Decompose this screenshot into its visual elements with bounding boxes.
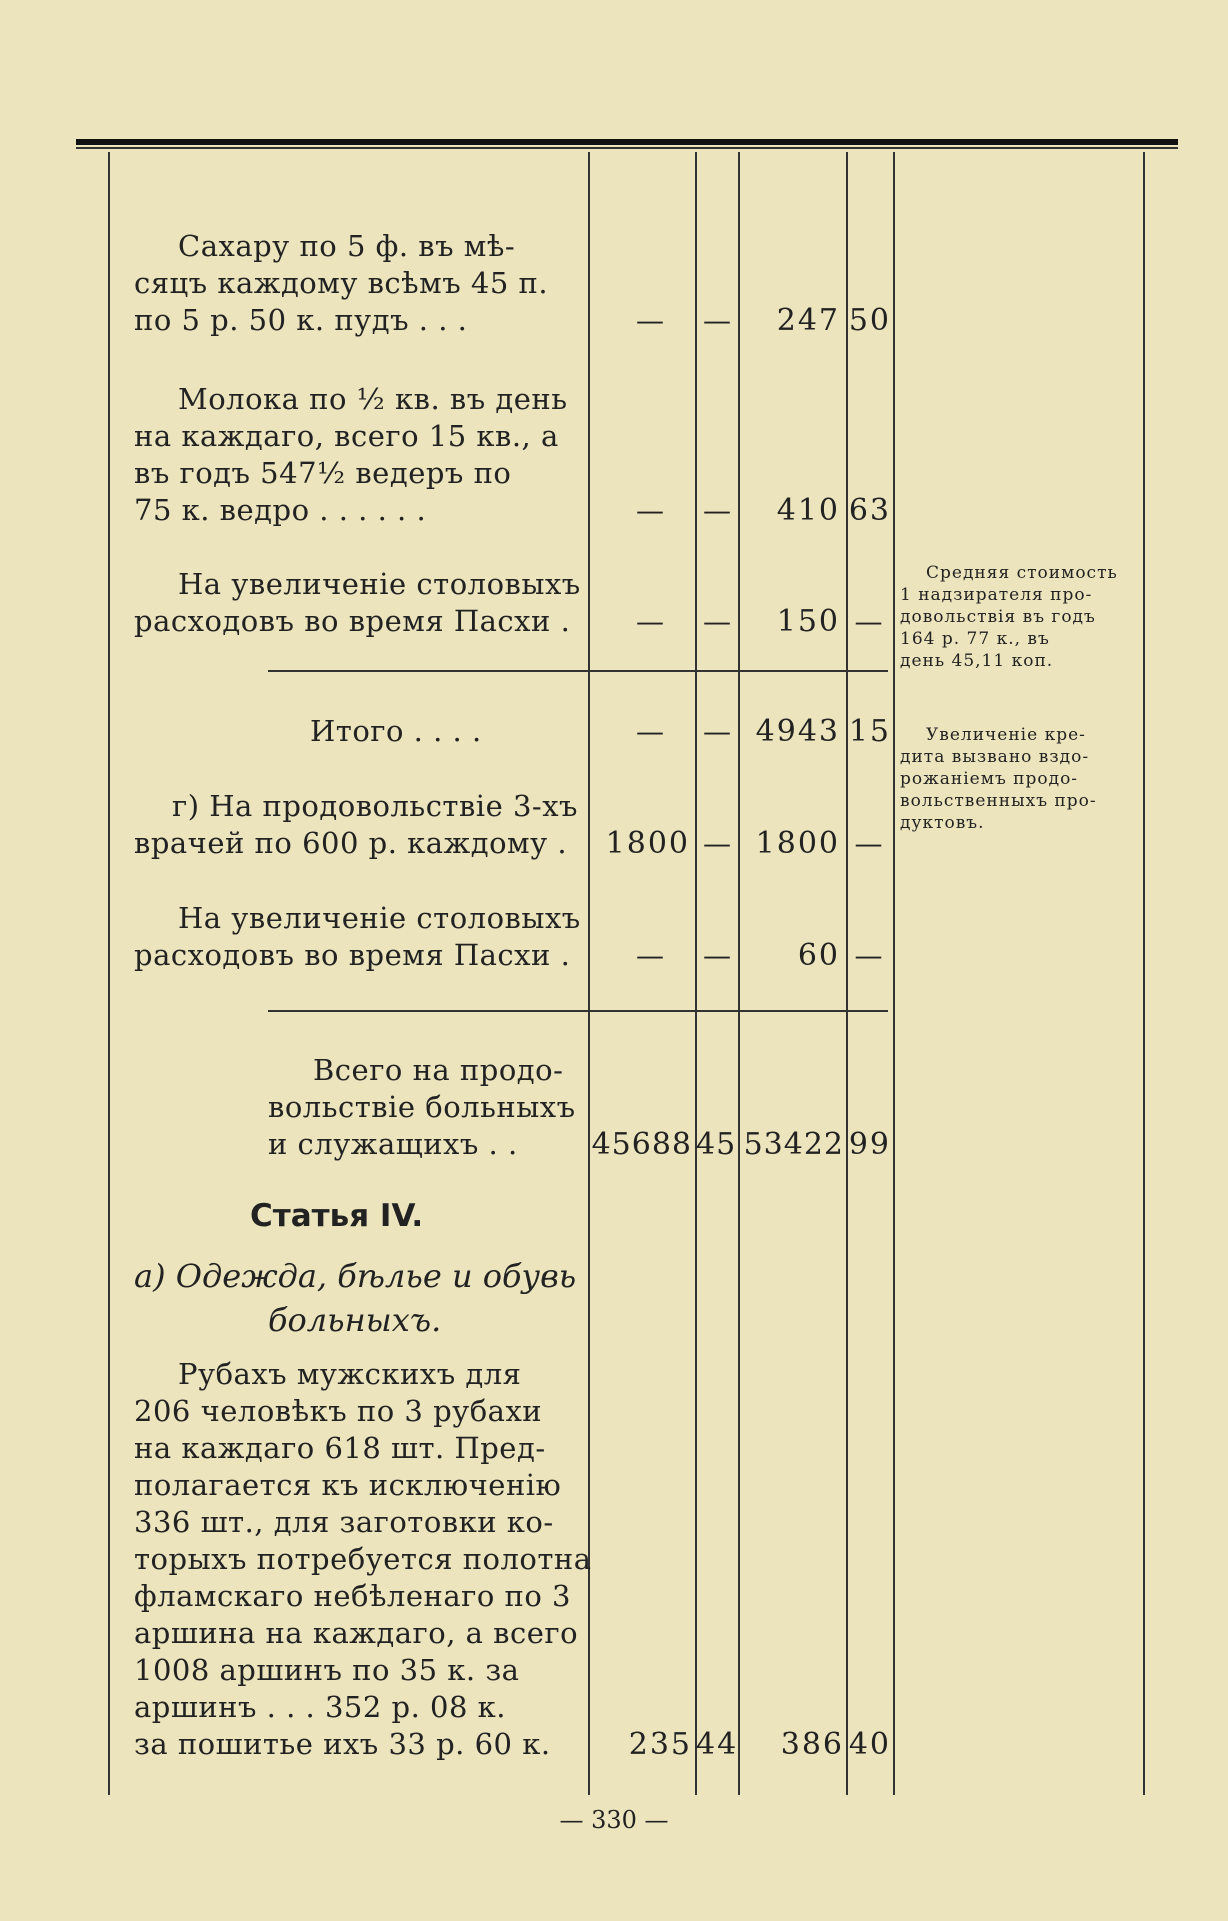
column-line-right <box>1143 152 1145 1795</box>
page-number: — 330 — <box>559 1806 669 1834</box>
row-text-line: на каждаго 618 шт. Пред- <box>134 1431 546 1465</box>
row-text-line: аршинъ . . . 352 р. 08 к. <box>134 1690 506 1724</box>
cell-rubles-1: 45688 <box>591 1127 692 1162</box>
article-heading: Статья IV. <box>250 1198 424 1234</box>
cell-rubles-2: 4943 <box>755 714 840 749</box>
row-text-line: по 5 р. 50 к. пудъ . . . <box>134 303 468 337</box>
row-text-line: расходовъ во время Пасхи . <box>134 938 571 972</box>
row-text-line: въ годъ 547½ ведеръ по <box>134 456 512 490</box>
section-title-line: а) Одежда, бѣлье и обувь <box>134 1257 577 1295</box>
cell-kopecks-1: — <box>703 494 731 527</box>
column-line-5 <box>893 152 895 1795</box>
row-text-line: Сахару по 5 ф. въ мѣ- <box>178 229 516 263</box>
cell-kopecks-1: — <box>703 605 731 638</box>
note-line: довольствія въ годъ <box>900 607 1096 627</box>
cell-kopecks-1: — <box>703 939 731 972</box>
cell-rubles-2: 410 <box>776 493 840 528</box>
cell-rubles-1: — <box>636 939 664 972</box>
cell-rubles-2: 386 <box>780 1727 844 1762</box>
cell-kopecks-2: 63 <box>848 493 891 528</box>
note-line: рожаніемъ продо- <box>900 769 1079 789</box>
top-rule-thin <box>76 147 1178 149</box>
cell-kopecks-1: — <box>703 827 731 860</box>
row-text-line: На увеличеніе столовыхъ <box>178 567 581 601</box>
row-text-line: врачей по 600 р. каждому . <box>134 826 568 860</box>
cell-rubles-1: 235 <box>628 1727 692 1762</box>
cell-rubles-2: 1800 <box>755 826 840 861</box>
column-line-left <box>108 152 110 1795</box>
cell-rubles-1: — <box>636 494 664 527</box>
cell-rubles-2: 247 <box>776 303 840 338</box>
row-text-line: 336 шт., для заготовки ко- <box>134 1505 554 1539</box>
row-text-line: Молока по ½ кв. въ день <box>178 382 568 416</box>
row-text-line: г) На продовольствіе 3-хъ <box>172 789 579 823</box>
cell-rubles-2: 150 <box>776 604 840 639</box>
cell-kopecks-2: 99 <box>848 1127 891 1162</box>
row-text-line: расходовъ во время Пасхи . <box>134 604 571 638</box>
total-label-line: вольствіе больныхъ <box>268 1090 576 1124</box>
row-text-line: Рубахъ мужскихъ для <box>178 1357 522 1391</box>
cell-kopecks-1: 44 <box>696 1727 739 1762</box>
cell-kopecks-2: 40 <box>848 1727 891 1762</box>
cell-rubles-1: 1800 <box>605 826 690 861</box>
subtotal-label: Итого . . . . <box>310 714 482 748</box>
top-rule <box>76 139 1178 145</box>
cell-rubles-2: 53422 <box>743 1127 844 1162</box>
cell-rubles-1: — <box>636 715 664 748</box>
note-line: 164 р. 77 к., въ <box>900 629 1050 649</box>
cell-kopecks-2: — <box>854 827 883 860</box>
row-text-line: торыхъ потребуется полотна <box>134 1542 592 1576</box>
note-line: 1 надзирателя про- <box>900 585 1093 605</box>
note-line: Средняя стоимость <box>926 563 1118 583</box>
cell-kopecks-2: — <box>854 939 883 972</box>
row-text-line: за пошитье ихъ 33 р. 60 к. <box>134 1727 551 1761</box>
row-text-line: 206 человѣкъ по 3 рубахи <box>134 1394 543 1428</box>
note-line: день 45,11 коп. <box>900 651 1054 671</box>
cell-rubles-1: — <box>636 605 664 638</box>
row-text-line: 75 к. ведро . . . . . . <box>134 493 427 527</box>
row-text-line: 1008 аршинъ по 35 к. за <box>134 1653 520 1687</box>
cell-rubles-2: 60 <box>797 938 840 973</box>
total-rule <box>268 1010 888 1012</box>
subtotal-rule <box>268 670 888 672</box>
cell-kopecks-2: — <box>854 605 883 638</box>
row-text-line: фламскаго небѣленаго по 3 <box>134 1579 571 1613</box>
row-text-line: На увеличеніе столовыхъ <box>178 901 581 935</box>
note-line: дуктовъ. <box>900 813 985 833</box>
row-text-line: на каждаго, всего 15 кв., а <box>134 419 559 453</box>
cell-kopecks-2: 50 <box>848 303 891 338</box>
cell-kopecks-1: — <box>703 715 731 748</box>
total-label-line: и служащихъ . . <box>268 1127 518 1161</box>
cell-kopecks-2: 15 <box>848 714 891 749</box>
row-text-line: полагается къ исключенію <box>134 1468 562 1502</box>
note-line: дита вызвано вздо- <box>900 747 1090 767</box>
note-line: вольственныхъ про- <box>900 791 1097 811</box>
total-label-line: Всего на продо- <box>313 1053 564 1087</box>
cell-rubles-1: — <box>636 304 664 337</box>
cell-kopecks-1: — <box>703 304 731 337</box>
note-line: Увеличеніе кре- <box>926 725 1086 745</box>
row-text-line: аршина на каждаго, а всего <box>134 1616 579 1650</box>
row-text-line: сяцъ каждому всѣмъ 45 п. <box>134 266 549 300</box>
section-title-line: больныхъ. <box>268 1301 442 1339</box>
cell-kopecks-1: 45 <box>696 1127 737 1162</box>
